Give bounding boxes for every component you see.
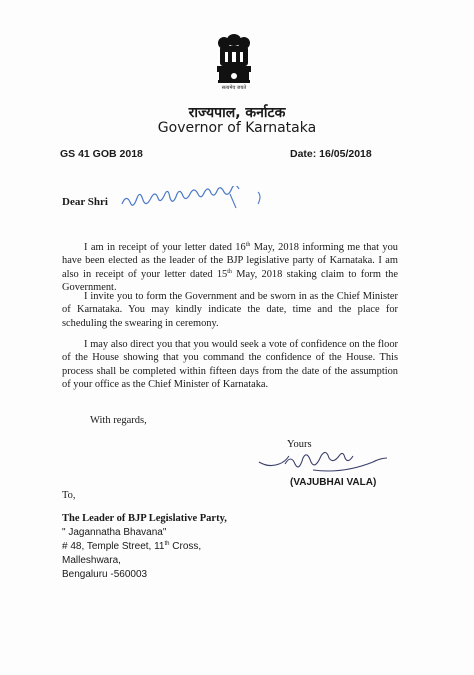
recipient-address [62,512,227,582]
handwritten-addressee-name [118,186,278,214]
emblem-motto: सत्यमेव जयते [221,85,247,91]
recipient-line-1: The Leader of BJP Legislative Party, [62,513,227,524]
paragraph-1: I am in receipt of your letter dated 16th May, 2018 informing me that you have been elected as the leader of the BJP legislative party of Karnataka. I am also in receipt of your letter dated 15th May, 2018 staking claim to form the Government. [62,242,398,294]
reference-number: GS 41 GOB 2018 [60,148,143,160]
recipient-line-3: # 48, Temple Street, 11th Cross, [62,541,202,552]
letterhead-title-hindi: राज्यपाल, कर्नाटक [188,105,286,121]
recipient-line-5: Bengaluru -560003 [62,569,148,580]
paragraph-2: I invite you to form the Government and be sworn in as the Chief Minister of Karnataka. You may kindly indicate the date, time and the place for scheduling the swearing in ceremony. [62,291,398,329]
closing-regards: With regards, [90,415,147,426]
salutation: Dear Shri [62,196,108,208]
paragraph-3: I may also direct you that you would seek a vote of confidence on the floor of the House showing that you command the confidence of the House. This process shall be completed within fifteen days from the date of the assumption of your office as the Chief Minister of Karnataka. [62,339,398,391]
letterhead-title-english: Governor of Karnataka [157,120,317,136]
recipient-line-2: " Jagannatha Bhavana" [62,527,167,538]
to-label: To, [62,490,76,501]
letter-date: Date: 16/05/2018 [290,148,372,160]
recipient-line-4: Malleshwara, [62,555,121,566]
signature [255,448,390,478]
signatory-name: (VAJUBHAI VALA) [290,477,377,488]
closing-yours: Yours [287,439,312,450]
